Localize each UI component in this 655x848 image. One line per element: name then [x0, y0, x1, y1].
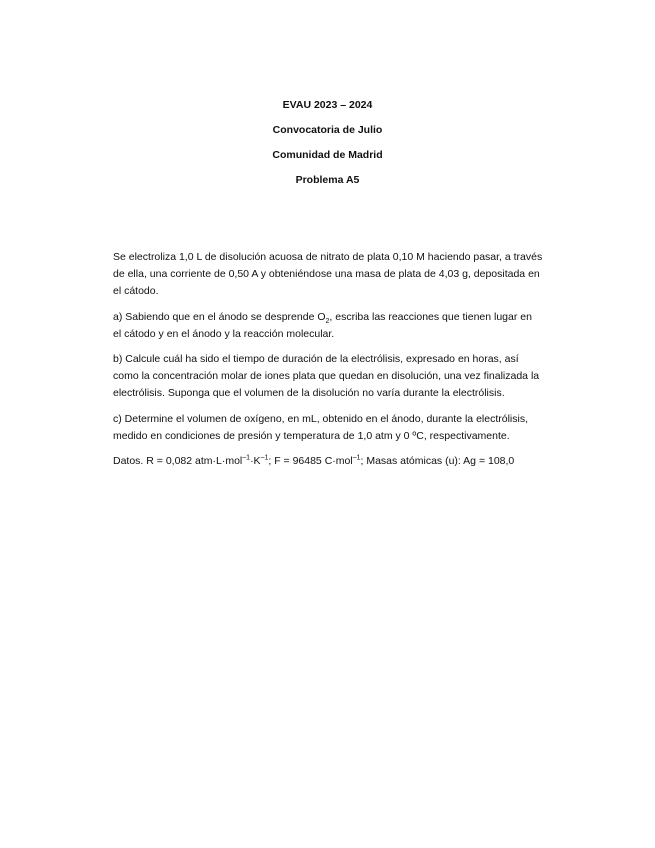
exam-header — [0, 98, 655, 198]
exam-title: EVAU 2023 – 2024 — [282, 99, 373, 111]
part-a-text-start: a) Sabiendo que en el ánodo se desprende O — [113, 310, 326, 323]
data-text-4: ; Masas atómicas (u): Ag = 108,0 — [360, 455, 515, 468]
part-a-subscript: 2 — [325, 317, 330, 325]
problem-body — [113, 249, 543, 478]
part-a — [113, 309, 543, 343]
data-sup-3: –1 — [352, 454, 361, 462]
data-text-2: ·K — [250, 455, 261, 468]
data-text-3: ; F = 96485 C·mol — [268, 455, 353, 468]
exam-session: Convocatoria de Julio — [272, 124, 383, 136]
part-c: c) Determine el volumen de oxígeno, en mL, obtenido en el ánodo, durante la electrólisis, medido en condiciones de presión y temperatura de 1,0 atm y 0 ºC, respectivamente. — [113, 412, 528, 442]
data-sup-2: –1 — [260, 454, 269, 462]
data-sup-1: –1 — [242, 454, 251, 462]
problem-statement: Se electroliza 1,0 L de disolución acuosa de nitrato de plata 0,10 M haciendo pasar, a través de ella, una corriente de 0,50 A y obteniéndose una masa de plata de 4,03 g, depositada en el cátodo. — [113, 251, 543, 298]
data-text-1: Datos. R = 0,082 atm·L·mol — [113, 455, 243, 468]
problem-label: Problema A5 — [295, 174, 360, 186]
part-a-text-end: , escriba las reacciones que tienen lugar en el cátodo y en el ánodo y la reacción molecular. — [113, 310, 532, 340]
exam-region: Comunidad de Madrid — [272, 149, 383, 161]
data-line — [113, 453, 543, 470]
part-b: b) Calcule cuál ha sido el tiempo de duración de la electrólisis, expresado en horas, así como la concentración molar de iones plata que quedan en disolución, una vez finalizada la electrólisis. Suponga que el volumen de la disolución no varía durante la electrólisis. — [113, 353, 540, 400]
